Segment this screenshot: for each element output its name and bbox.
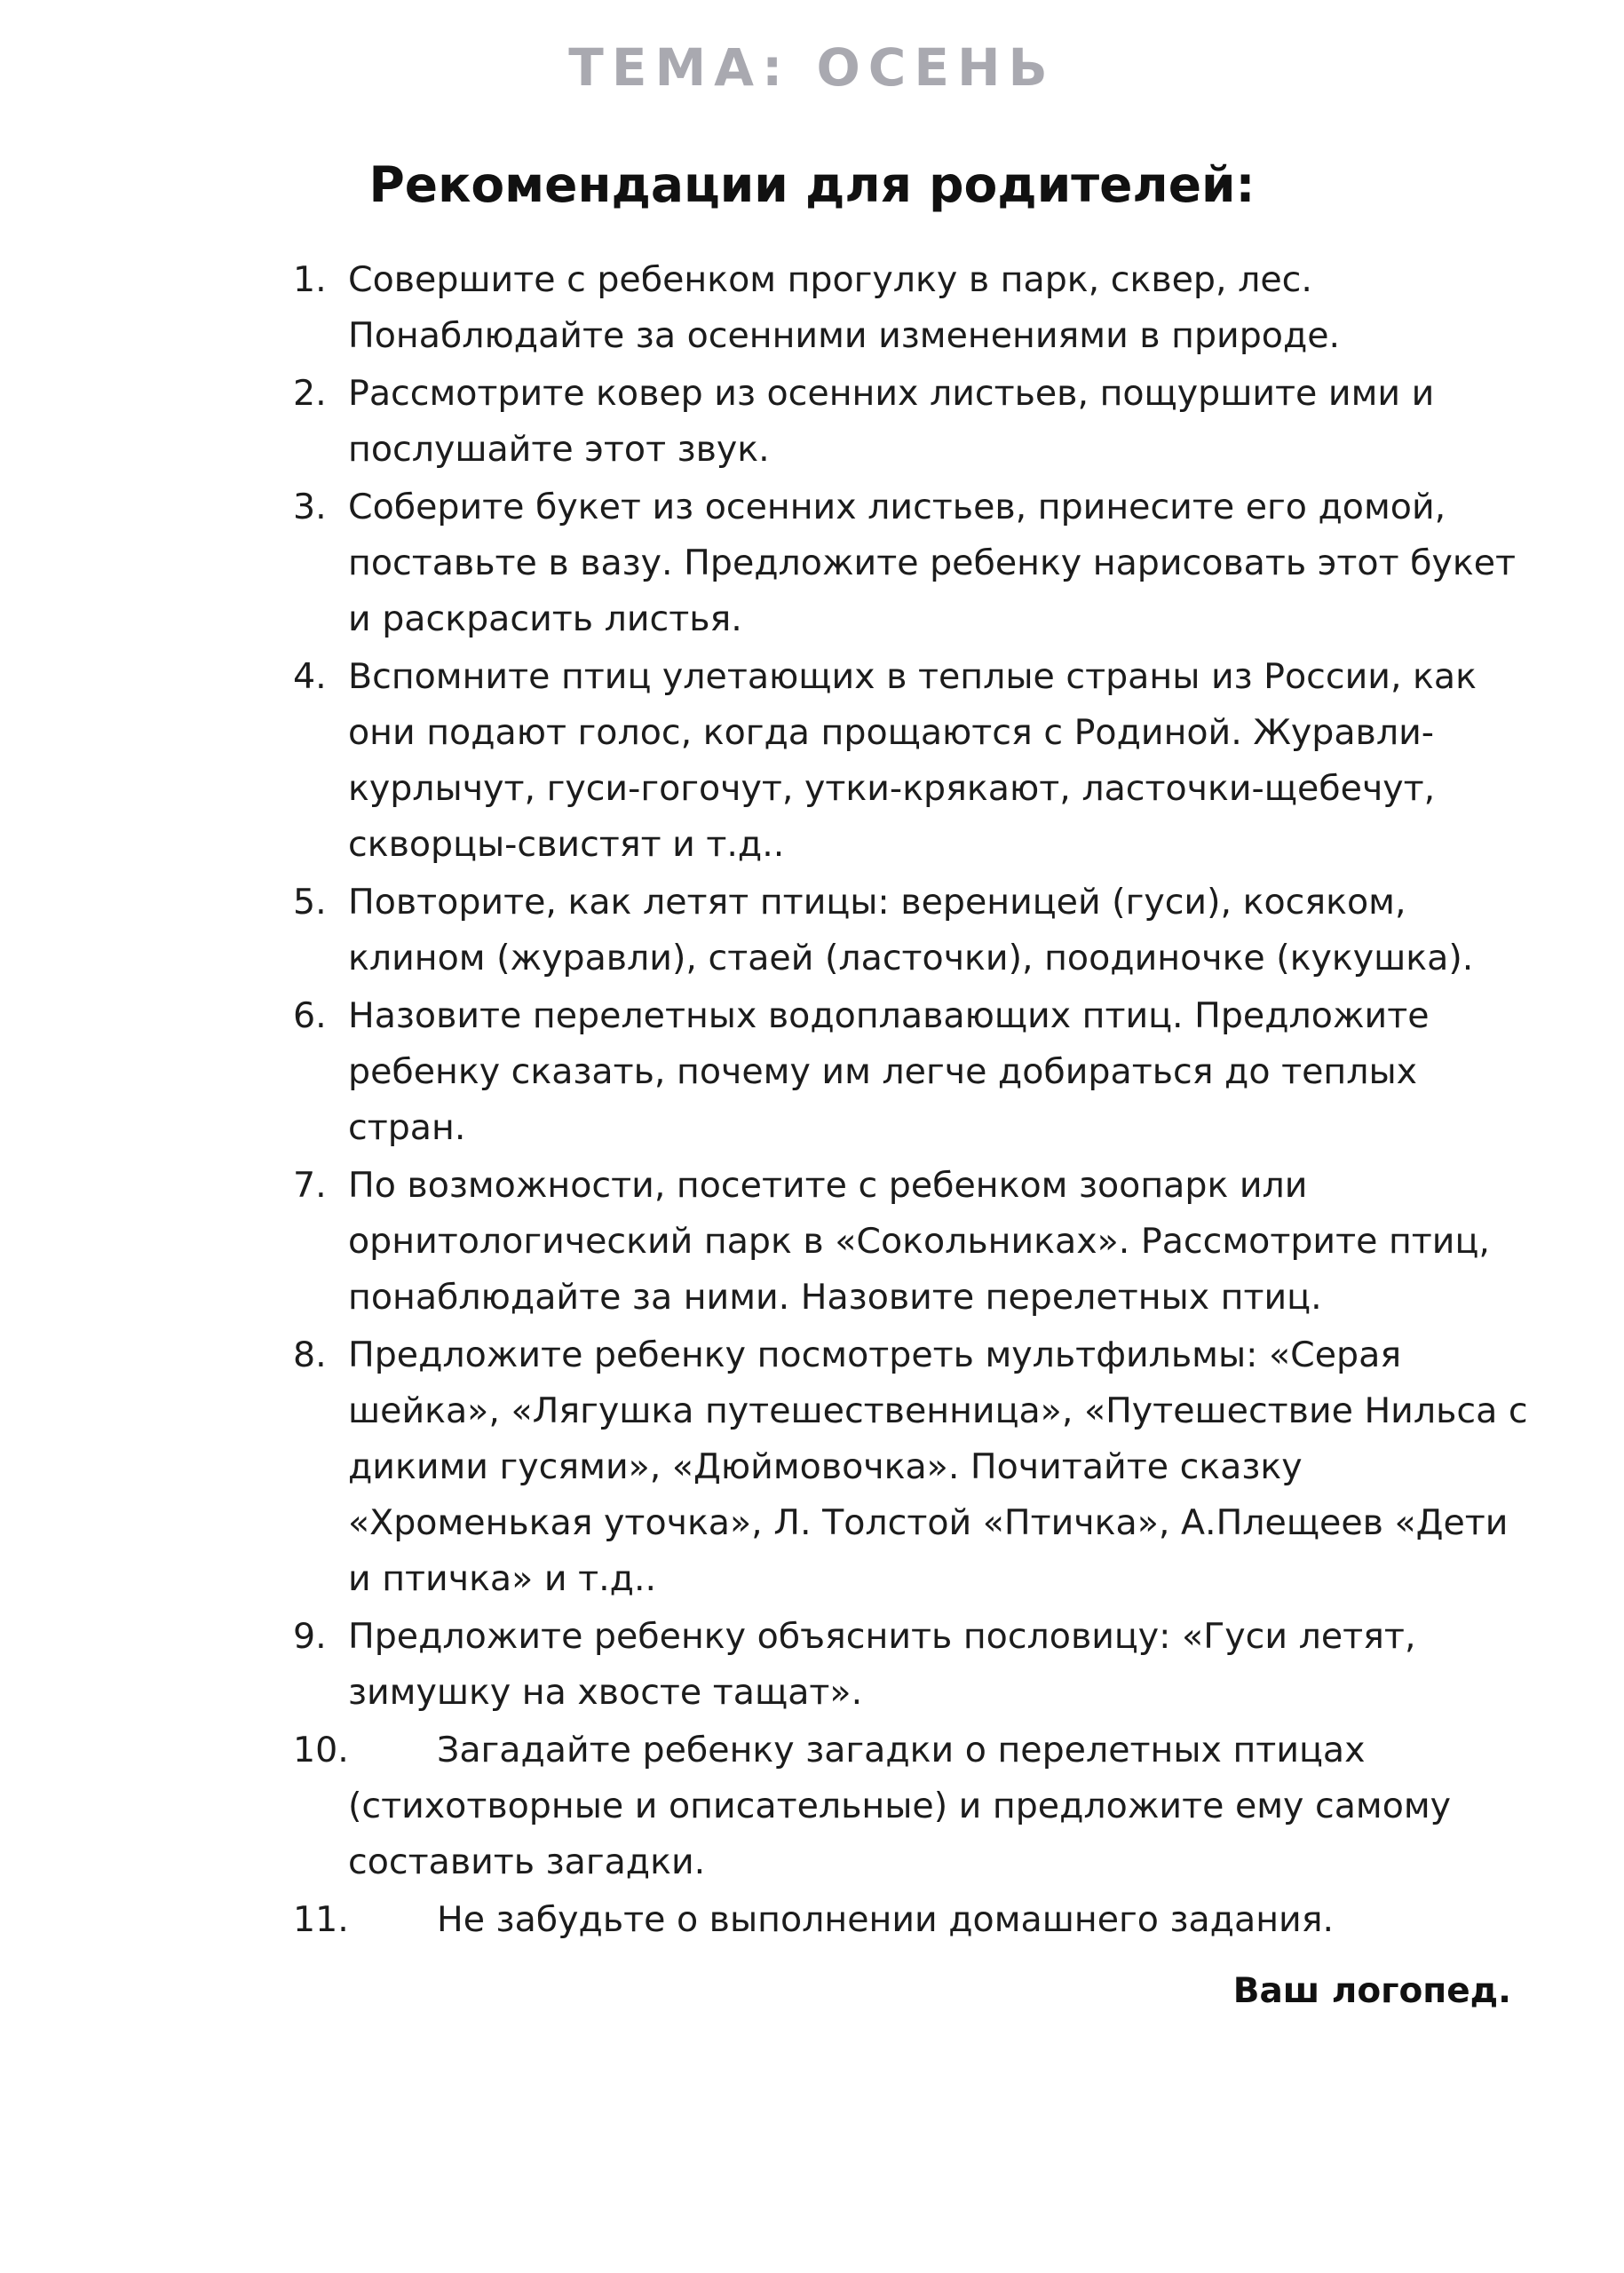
list-item [293,1723,1536,1890]
list-item [293,366,1536,478]
item-number: 2. [293,373,327,414]
item-number: 10. [293,1730,349,1770]
list-item [293,1158,1536,1326]
item-text: Назовите перелетных водоплавающих птиц. Предложите ребенку сказать, почему им легче добираться до теплых стран. [348,995,1430,1148]
item-text: Рассмотрите ковер из осенних листьев, пощуршите ими и послушайте этот звук. [348,373,1435,470]
item-number: 6. [293,995,327,1036]
recommendations-list [293,252,1536,1950]
item-text: Вспомните птиц улетающих в теплые страны из России, как они подают голос, когда прощаются с Родиной. Журавли-курлычут, гуси-гогочут, утки-крякают, ласточки-щебечут, скворцы-свистят и т.д.. [348,656,1477,865]
item-number: 11. [293,1899,349,1940]
list-item [293,1609,1536,1721]
list-item [293,875,1536,986]
item-number: 9. [293,1616,327,1657]
item-number: 7. [293,1165,327,1206]
item-text: Совершите с ребенком прогулку в парк, сквер, лес. Понаблюдайте за осенними изменениями в природе. [348,259,1341,356]
item-number: 3. [293,487,327,527]
item-text: Соберите букет из осенних листьев, принесите его домой, поставьте в вазу. Предложите ребенку нарисовать этот букет и раскрасить листья. [348,487,1517,639]
item-number: 5. [293,882,327,923]
item-text: По возможности, посетите с ребенком зоопарк или орнитологический парк в «Сокольниках». Рассмотрите птиц, понаблюдайте за ними. Назовите перелетных птиц. [348,1165,1490,1318]
item-number: 4. [293,656,327,697]
item-number: 8. [293,1334,327,1375]
list-item [293,1892,1536,1948]
page-heading: Рекомендации для родителей: [368,156,1256,213]
list-item [293,1327,1536,1607]
item-text: Повторите, как летят птицы: вереницей (гуси), косяком, клином (журавли), стаей (ласточки), поодиночке (кукушка). [348,882,1474,978]
list-item [293,988,1536,1156]
topic-title: ТЕМА: ОСЕНЬ [568,37,1056,98]
item-text: Предложите ребенку посмотреть мультфильмы: «Серая шейка», «Лягушка путешественница», «Путешествие Нильса с дикими гусями», «Дюймовочка». Почитайте сказку «Хроменькая уточка», Л. Толстой «Птичка», А.Плещеев «Дети и птичка» и т.д.. [348,1334,1528,1599]
signature: Ваш логопед. [1232,1971,1511,2011]
item-text: Предложите ребенку объяснить пословицу: «Гуси летят, зимушку на хвосте тащат». [348,1616,1416,1713]
item-number: 1. [293,259,327,300]
list-item [293,252,1536,364]
item-text: Не забудьте о выполнении домашнего задания. [437,1899,1335,1940]
item-text: Загадайте ребенку загадки о перелетных птицах (стихотворные и описательные) и предложите ему самому составить загадки. [348,1730,1452,1882]
list-item [293,649,1536,873]
list-item [293,479,1536,647]
